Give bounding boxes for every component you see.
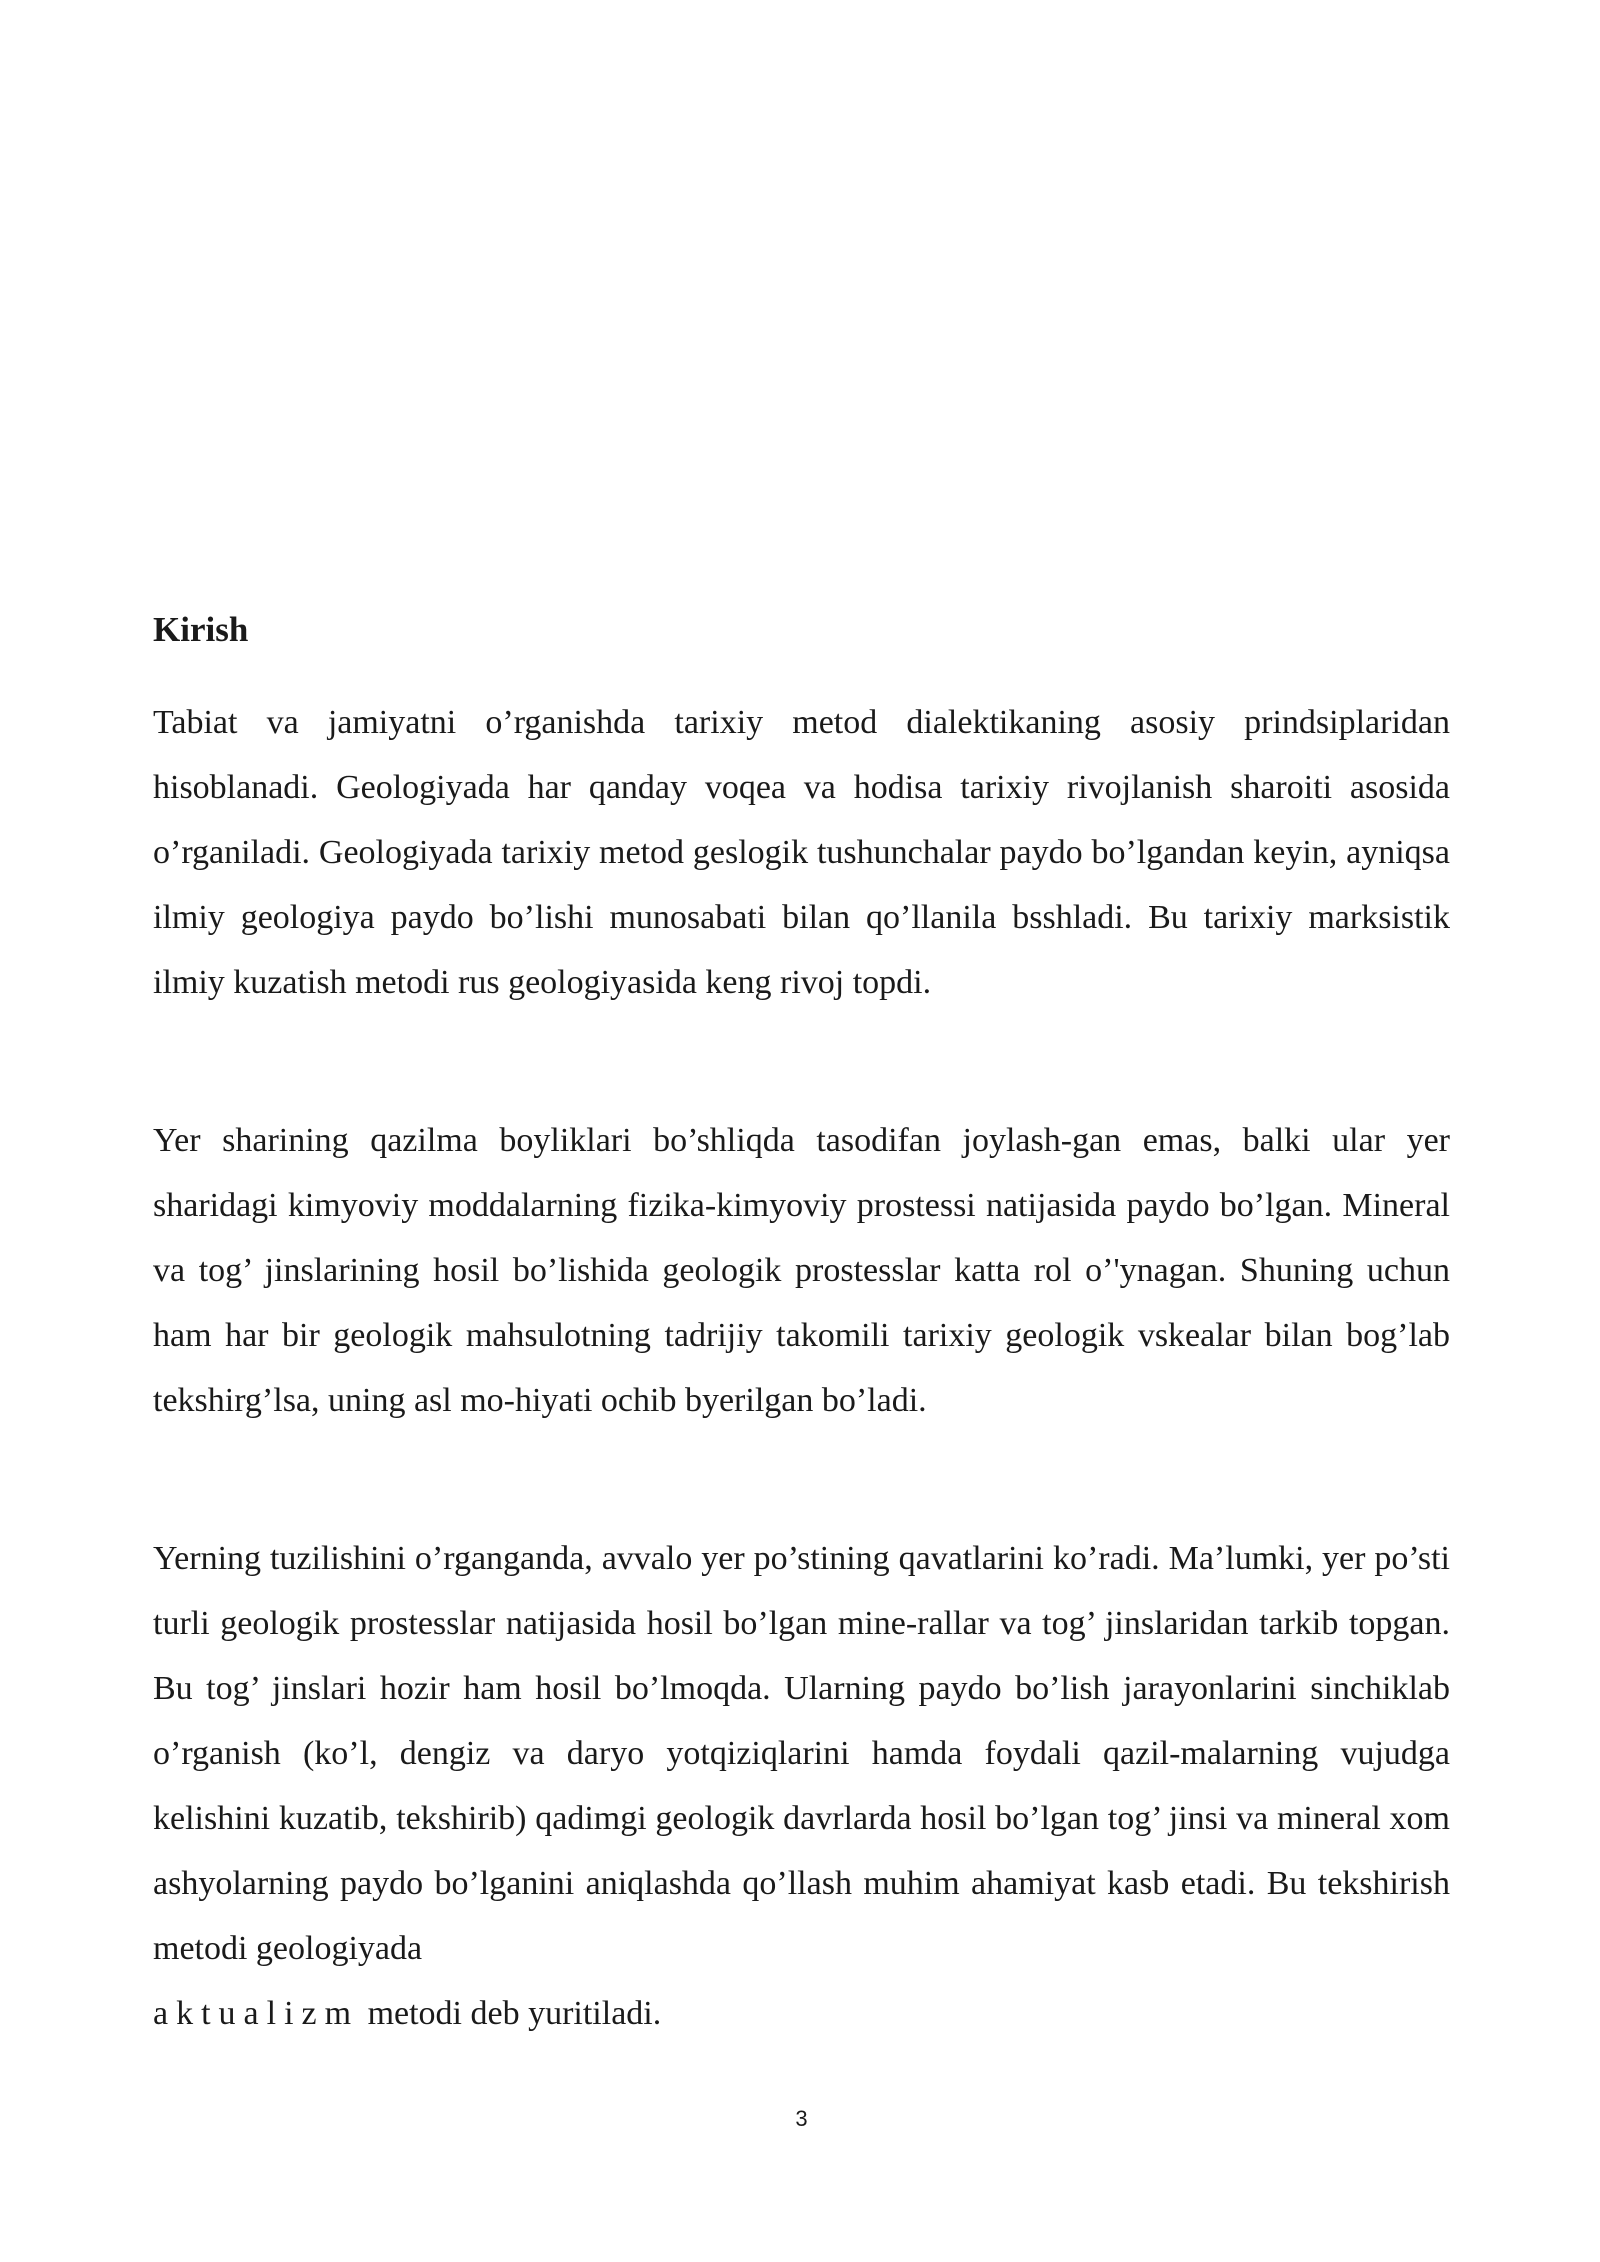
spaced-term: aktualizm bbox=[153, 1995, 360, 2032]
paragraph-3 bbox=[153, 1526, 1450, 2046]
paragraph-3-body: Yerning tuzilishini o’rganganda, avvalo yer po’stining qavatlarini ko’radi. Ma’lumki, yer po’sti turli geologik prostesslar natijasida hosil bo’lgan mine-rallar va tog’ jinslaridan tarkib topgan. Bu tog’ jinslari hozir ham hosil bo’lmoqda. Ularning paydo bo’lish jarayonlarini sinchiklab o’rganish (ko’l, dengiz va daryo yotqiziqlarini hamda foydali qazil-malarning vujudga kelishini kuzatib, tekshirib) qadimgi geologik davrlarda hosil bo’lgan tog’ jinsi va mineral xom ashyolarning paydo bo’lganini aniqlashda qo’llash muhim ahamiyat kasb etadi. Bu tekshirish metodi geologiyada bbox=[153, 1540, 1450, 1967]
page-number: 3 bbox=[795, 2106, 808, 2131]
paragraph-2: Yer sharining qazilma boyliklari bo’shliqda tasodifan joylash-gan emas, balki ular yer sharidagi kimyoviy moddalarning fizika-kimyoviy prostessi natijasida paydo bo’lgan. Mineral va tog’ jinslarining hosil bo’lishida geologik prostesslar katta rol o’'ynagan. Shuning uchun ham har bir geologik mahsulotning tadrijiy takomili tarixiy geologik vskealar bilan bog’lab tekshirg’lsa, uning asl mo-hiyati ochib byerilgan bo’ladi. bbox=[153, 1122, 1450, 1419]
paragraph-3-closing: metodi deb yuritiladi. bbox=[359, 1995, 662, 2032]
document-page bbox=[153, 0, 1450, 2262]
paragraph-1: Tabiat va jamiyatni o’rganishda tarixiy metod dialektikaning asosiy prindsiplaridan hisoblanadi. Geologiyada har qanday voqea va hodisa tarixiy rivojlanish sharoiti asosida o’rganiladi. Geologiyada tarixiy metod geslogik tushunchalar paydo bo’lgandan keyin, ayniqsa ilmiy geologiya paydo bo’lishi munosabati bilan qo’llanila bsshladi. Bu tarixiy marksistik ilmiy kuzatish metodi rus geologiyasida keng rivoj topdi. bbox=[153, 704, 1450, 1001]
section-heading: Kirish bbox=[153, 610, 249, 649]
